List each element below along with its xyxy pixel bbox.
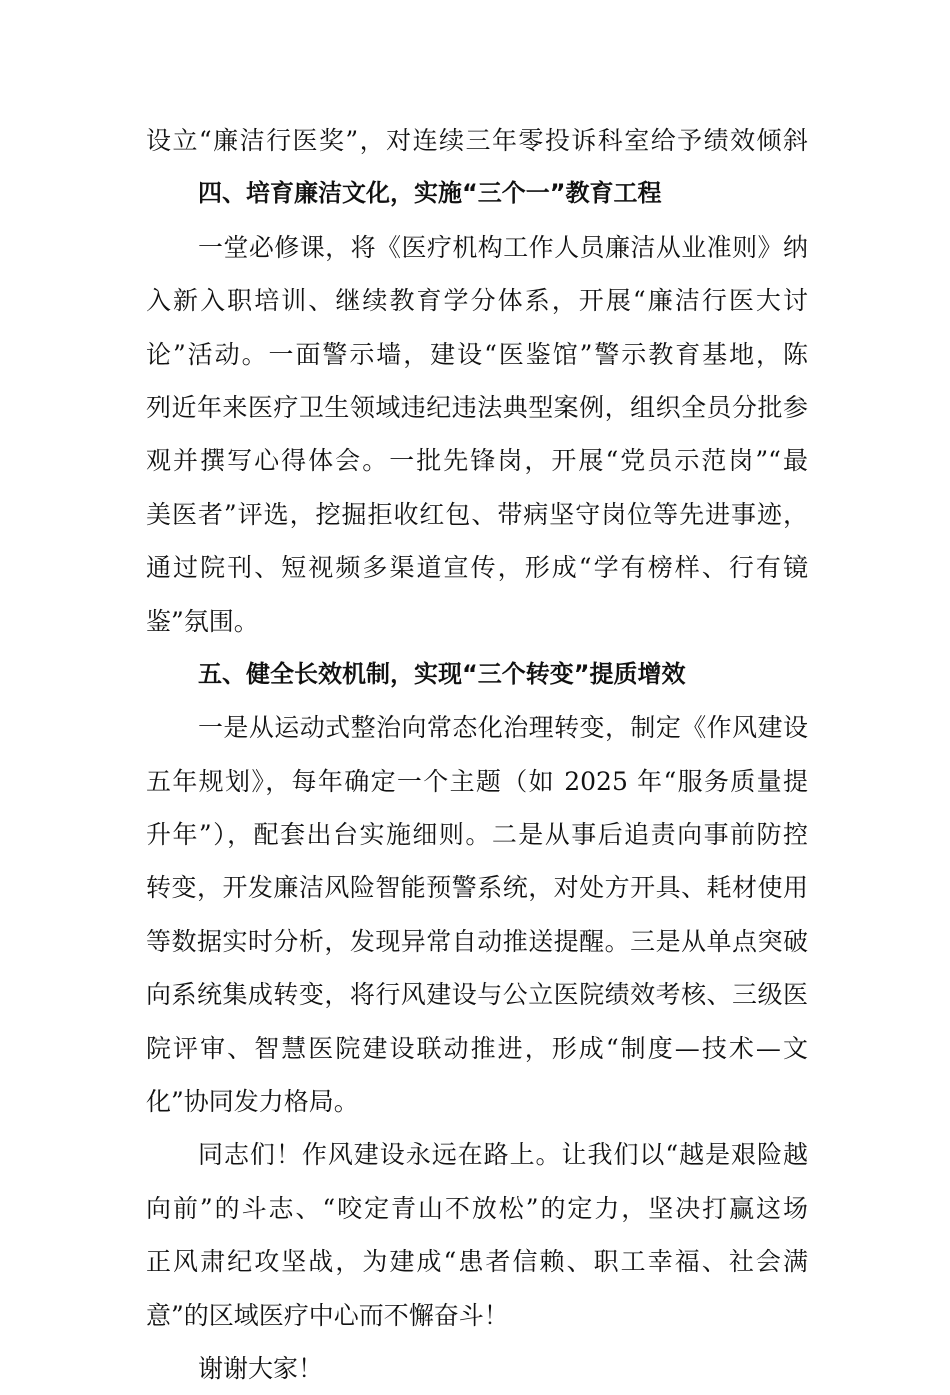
- body-text-line: 等数据实时分析，发现异常自动推送提醒。三是从单点突破: [146, 926, 808, 956]
- body-text-line: 美医者”评选，挖掘拒收红包、带病坚守岗位等先进事迹，: [146, 499, 808, 529]
- body-text-line: 一堂必修课，将《医疗机构工作人员廉洁从业准则》纳: [198, 232, 808, 262]
- body-text-line: 院评审、智慧医院建设联动推进，形成“制度—技术—文: [146, 1033, 808, 1063]
- body-text-line: 谢谢大家！: [198, 1353, 324, 1383]
- body-text-line: 论”活动。一面警示墙，建设“医鉴馆”警示教育基地，陈: [146, 339, 808, 369]
- body-text-line: 向系统集成转变，将行风建设与公立医院绩效考核、三级医: [146, 980, 808, 1010]
- body-text-line: 转变，开发廉洁风险智能预警系统，对处方开具、耗材使用: [146, 873, 808, 903]
- body-text-line: 列近年来医疗卫生领域违纪违法典型案例，组织全员分批参: [146, 392, 808, 422]
- body-text-line: 一是从运动式整治向常态化治理转变，制定《作风建设: [198, 713, 808, 743]
- body-text-line: 通过院刊、短视频多渠道宣传，形成“学有榜样、行有镜: [146, 553, 808, 583]
- body-text-line: 向前”的斗志、“咬定青山不放松”的定力，坚决打赢这场: [146, 1193, 808, 1223]
- body-text-line: 意”的区域医疗中心而不懈奋斗！: [146, 1300, 509, 1330]
- document-page: [146, 114, 808, 1395]
- body-text-line: 同志们！作风建设永远在路上。让我们以“越是艰险越: [198, 1140, 808, 1170]
- body-text-line: 入新入职培训、继续教育学分体系，开展“廉洁行医大讨: [146, 286, 808, 316]
- body-text-line: 五年规划》，每年确定一个主题（如 2025 年“服务质量提: [146, 766, 808, 796]
- section-heading-line: 四、培育廉洁文化，实施“三个一”教育工程: [198, 179, 662, 208]
- section-heading-line: 五、健全长效机制，实现“三个转变”提质增效: [198, 659, 686, 688]
- body-text-line: 化”协同发力格局。: [146, 1087, 359, 1117]
- body-text-line: 升年”），配套出台实施细则。二是从事后追责向事前防控: [146, 820, 808, 850]
- body-text-line: 设立“廉洁行医奖”，对连续三年零投诉科室给予绩效倾斜: [146, 126, 808, 155]
- body-text-line: 鉴”氛围。: [146, 606, 259, 636]
- body-text-line: 观并撰写心得体会。一批先锋岗，开展“党员示范岗”“最: [146, 446, 808, 476]
- body-text-line: 正风肃纪攻坚战，为建成“患者信赖、职工幸福、社会满: [146, 1247, 808, 1277]
